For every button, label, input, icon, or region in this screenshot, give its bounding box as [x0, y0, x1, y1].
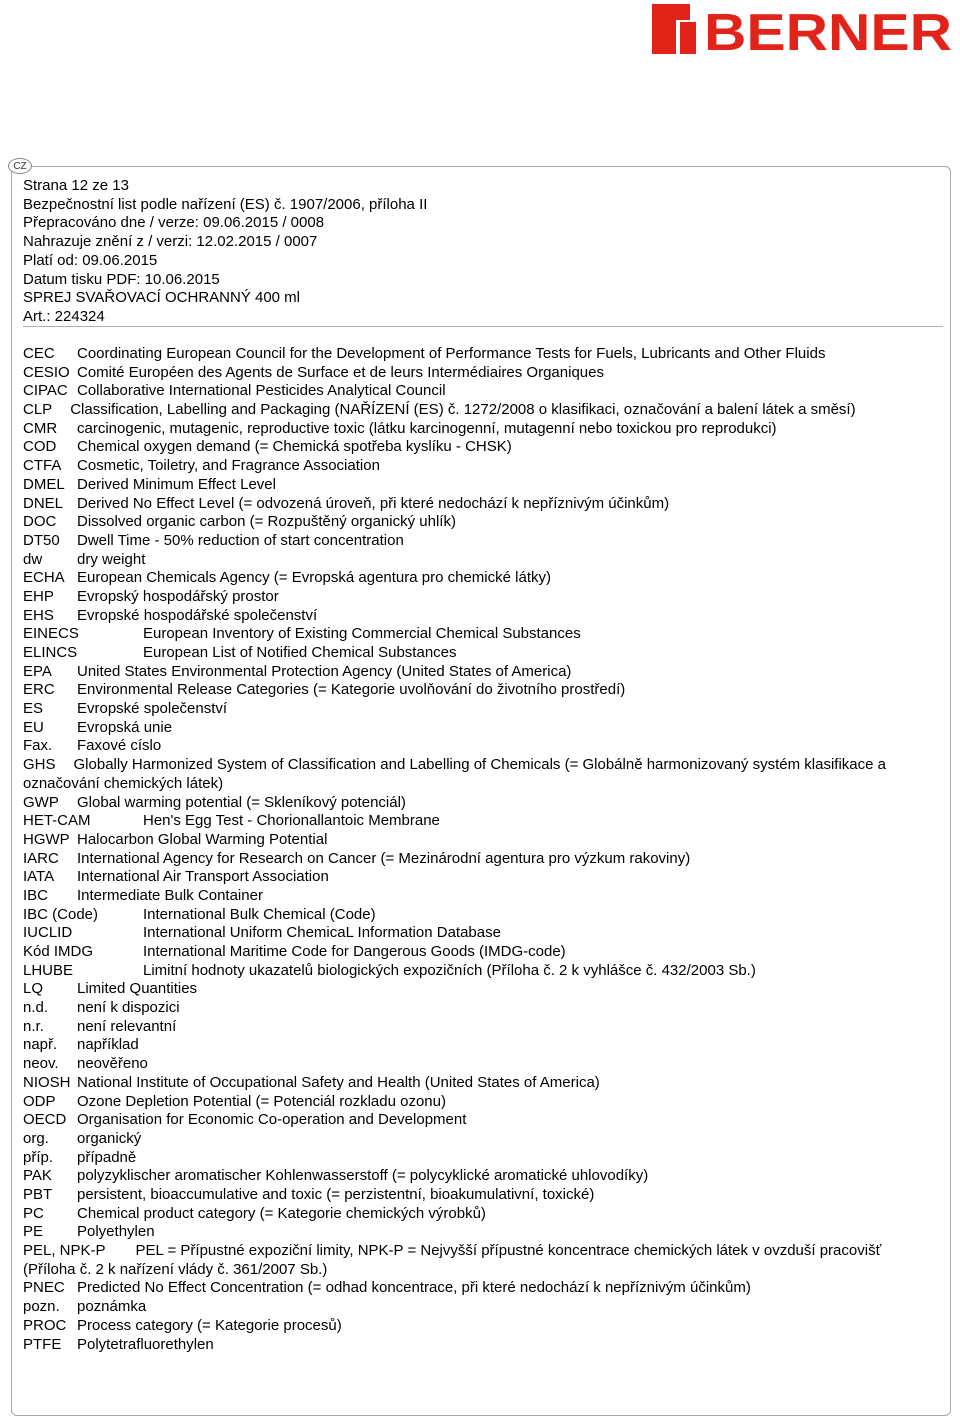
abbreviation-definition: European Inventory of Existing Commercial Chemical Substances — [143, 625, 581, 643]
abbreviation-definition: případně — [77, 1148, 137, 1166]
list-item — [23, 382, 928, 401]
header-divider — [23, 326, 943, 327]
list-item — [23, 887, 928, 906]
list-item — [23, 401, 928, 420]
header-line: SPREJ SVAŘOVACÍ OCHRANNÝ 400 ml — [23, 289, 301, 307]
abbreviation-definition: Limited Quantities — [77, 980, 198, 998]
abbreviation-term: IUCLID — [23, 924, 73, 942]
abbreviation-definition: Polyethylen — [77, 1223, 155, 1241]
list-item — [23, 588, 928, 607]
list-item — [23, 663, 928, 682]
header-line: Přepracováno dne / verze: 09.06.2015 / 0008 — [23, 214, 325, 232]
abbreviation-definition: Dissolved organic carbon (= Rozpuštěný organický uhlík) — [77, 513, 456, 531]
abbreviation-term: ERC — [23, 681, 55, 699]
abbreviation-definition: persistent, bioaccumulative and toxic (= perzistentní, bioakumulativní, toxické) — [77, 1185, 595, 1203]
list-item — [23, 438, 928, 457]
header-line: Bezpečnostní list podle nařízení (ES) č. 1907/2006, příloha II — [23, 195, 428, 213]
abbreviation-term: DMEL — [23, 475, 65, 493]
list-item — [23, 1317, 928, 1336]
abbreviation-definition: Faxové císlo — [77, 737, 162, 755]
list-item — [23, 420, 928, 439]
abbreviation-term: PNEC — [23, 1279, 65, 1297]
abbreviation-term: příp. — [23, 1148, 54, 1166]
abbreviation-term: PE — [23, 1223, 44, 1241]
list-item — [23, 962, 928, 981]
abbreviation-definition: International Agency for Research on Cancer (= Mezinárodní agentura pro výzkum rakoviny) — [77, 849, 691, 867]
list-item — [23, 1223, 928, 1242]
list-item — [23, 756, 928, 793]
list-item — [23, 1055, 928, 1074]
abbreviation-definition: Environmental Release Categories (= Kategorie uvolňování do životního prostředí) — [77, 681, 626, 699]
abbreviation-definition: Ozone Depletion Potential (= Potenciál rozkladu ozonu) — [77, 1092, 446, 1110]
abbreviation-definition: Global warming potential (= Skleníkový potenciál) — [77, 793, 406, 811]
abbreviation-term: EHP — [23, 587, 54, 605]
abbreviation-definition: Globally Harmonized System of Classification and Labelling of Chemicals (= Globálně harmonizovaný systém klasifikace a označování chemických látek) — [23, 756, 886, 792]
abbreviation-term: PROC — [23, 1316, 67, 1334]
abbreviation-term: LHUBE — [23, 961, 74, 979]
abbreviation-definition: Dwell Time - 50% reduction of start concentration — [77, 531, 404, 549]
abbreviation-definition: Limitní hodnoty ukazatelů biologických expozičních (Příloha č. 2 k vyhlášce č. 432/2003 Sb.) — [143, 961, 756, 979]
abbreviation-term: LQ — [23, 980, 44, 998]
document-header — [23, 177, 427, 327]
list-item — [23, 457, 928, 476]
abbreviation-term: NIOSH — [23, 1073, 71, 1091]
list-item — [23, 607, 928, 626]
list-item — [23, 980, 928, 999]
abbreviation-definition: Process category (= Kategorie procesů) — [77, 1316, 342, 1334]
abbreviation-term: IARC — [23, 849, 59, 867]
abbreviation-definition: například — [77, 1036, 139, 1054]
list-item — [23, 868, 928, 887]
abbreviation-definition: Coordinating European Council for the Development of Performance Tests for Fuels, Lubricants and Other Fluids — [77, 345, 826, 362]
abbreviation-definition: United States Environmental Protection Agency (United States of America) — [77, 662, 572, 680]
abbreviation-term: Fax. — [23, 737, 53, 755]
abbreviation-definition: Polytetrafluorethylen — [77, 1335, 214, 1353]
abbreviation-term: org. — [23, 1129, 49, 1147]
abbreviation-term: ELINCS — [23, 644, 78, 662]
abbreviation-definition: poznámka — [77, 1298, 147, 1316]
abbreviation-term: PTFE — [23, 1335, 62, 1353]
abbreviations-list — [23, 345, 928, 1354]
abbreviation-term: PEL, NPK-P — [23, 1242, 106, 1260]
abbreviation-term: CEC — [23, 345, 55, 362]
abbreviation-term: dw — [23, 550, 43, 568]
abbreviation-term: HET-CAM — [23, 812, 91, 830]
header-line: Nahrazuje znění z / verzi: 12.02.2015 / 0007 — [23, 233, 318, 251]
list-item — [23, 345, 928, 364]
abbreviation-definition: National Institute of Occupational Safety and Health (United States of America) — [77, 1073, 600, 1091]
list-item — [23, 906, 928, 925]
list-item — [23, 1036, 928, 1055]
list-item — [23, 812, 928, 831]
logo-wordmark: BERNER — [704, 4, 952, 54]
abbreviation-definition: Organisation for Economic Co-operation and Development — [77, 1111, 467, 1129]
list-item — [23, 569, 928, 588]
abbreviation-definition: International Uniform ChemicaL Information Database — [143, 924, 501, 942]
abbreviation-term: GWP — [23, 793, 59, 811]
abbreviation-term: IBC — [23, 886, 49, 904]
list-item — [23, 1074, 928, 1093]
header-line: Strana 12 ze 13 — [23, 177, 129, 194]
abbreviation-term: PAK — [23, 1167, 52, 1185]
abbreviation-definition: International Maritime Code for Dangerous Goods (IMDG-code) — [143, 943, 566, 961]
list-item — [23, 1018, 928, 1037]
list-item — [23, 737, 928, 756]
abbreviation-term: PBT — [23, 1185, 53, 1203]
abbreviation-definition: European List of Notified Chemical Substances — [143, 644, 457, 662]
abbreviation-term: HGWP — [23, 830, 70, 848]
abbreviation-definition: Hen's Egg Test - Chorionallantoic Membrane — [143, 812, 440, 830]
abbreviation-term: CTFA — [23, 457, 62, 475]
list-item — [23, 831, 928, 850]
list-item — [23, 1298, 928, 1317]
abbreviation-term: GHS — [23, 756, 56, 774]
abbreviation-term: ODP — [23, 1092, 56, 1110]
abbreviation-term: EPA — [23, 662, 52, 680]
list-item — [23, 513, 928, 532]
abbreviation-definition: Derived Minimum Effect Level — [77, 475, 276, 493]
abbreviation-definition: Predicted No Effect Concentration (= odhad koncentrace, při které nedochází k nepříznivým účinkům) — [77, 1279, 751, 1297]
abbreviation-definition: PEL = Přípustné expoziční limity, NPK-P = Nejvyšší přípustné koncentrace chemických látek v ovzduší pracovišť (Příloha č. 2 k nařízení vlády č. 361/2007 Sb.) — [23, 1242, 882, 1278]
list-item — [23, 681, 928, 700]
header-line: Datum tisku PDF: 10.06.2015 — [23, 270, 220, 288]
abbreviation-term: CESIO — [23, 363, 70, 381]
list-item — [23, 1130, 928, 1149]
list-item — [23, 1111, 928, 1130]
abbreviation-definition: organický — [77, 1129, 142, 1147]
abbreviation-term: CLP — [23, 401, 53, 419]
list-item — [23, 924, 928, 943]
abbreviation-term: EU — [23, 718, 44, 736]
list-item — [23, 1336, 928, 1355]
abbreviation-definition: není k dispozici — [77, 999, 180, 1017]
abbreviation-definition: Comité Européen des Agents de Surface et de leurs Intermédiaires Organiques — [77, 363, 604, 381]
abbreviation-term: IBC (Code) — [23, 905, 99, 923]
abbreviation-term: pozn. — [23, 1298, 60, 1316]
abbreviation-term: CMR — [23, 419, 58, 437]
abbreviation-definition: carcinogenic, mutagenic, reproductive toxic (látku karcinogenní, mutagenní nebo toxickou pro reprodukci) — [77, 419, 777, 437]
abbreviation-term: n.d. — [23, 999, 49, 1017]
abbreviation-term: DT50 — [23, 531, 60, 549]
abbreviation-definition: Chemical product category (= Kategorie chemických výrobků) — [77, 1204, 486, 1222]
abbreviation-term: CIPAC — [23, 382, 68, 400]
abbreviation-term: ECHA — [23, 569, 65, 587]
abbreviation-term: COD — [23, 438, 57, 456]
abbreviation-definition: není relevantní — [77, 1017, 177, 1035]
list-item — [23, 943, 928, 962]
abbreviation-term: IATA — [23, 868, 55, 886]
list-item — [23, 476, 928, 495]
abbreviation-term: DNEL — [23, 494, 64, 512]
abbreviation-definition: International Air Transport Association — [77, 868, 329, 886]
list-item — [23, 644, 928, 663]
abbreviation-term: EHS — [23, 606, 54, 624]
list-item — [23, 1186, 928, 1205]
list-item — [23, 1149, 928, 1168]
abbreviation-definition: Evropské hospodářské společenství — [77, 606, 318, 624]
abbreviation-term: n.r. — [23, 1017, 44, 1035]
abbreviation-term: OECD — [23, 1111, 67, 1129]
list-item — [23, 1167, 928, 1186]
abbreviation-term: EINECS — [23, 625, 79, 643]
abbreviation-definition: European Chemicals Agency (= Evropská agentura pro chemické látky) — [77, 569, 551, 587]
list-item — [23, 719, 928, 738]
list-item — [23, 1093, 928, 1112]
abbreviation-term: Kód IMDG — [23, 943, 94, 961]
abbreviation-definition: Chemical oxygen demand (= Chemická spotřeba kyslíku - CHSK) — [77, 438, 512, 456]
abbreviation-definition: Derived No Effect Level (= odvozená úroveň, při které nedochází k nepříznivým účinkům) — [77, 494, 670, 512]
berner-logo — [652, 4, 954, 54]
abbreviation-definition: Halocarbon Global Warming Potential — [77, 830, 328, 848]
list-item — [23, 495, 928, 514]
list-item — [23, 1242, 928, 1279]
header-line: Platí od: 09.06.2015 — [23, 251, 158, 269]
abbreviation-definition: dry weight — [77, 550, 146, 568]
header-line: Art.: 224324 — [23, 307, 105, 325]
list-item — [23, 1279, 928, 1298]
abbreviation-definition: polyzyklischer aromatischer Kohlenwasserstoff (= polycyklické aromatické uhlovodíky) — [77, 1167, 649, 1185]
abbreviation-term: PC — [23, 1204, 44, 1222]
logo-mark-right — [680, 22, 696, 54]
abbreviation-definition: Intermediate Bulk Container — [77, 886, 263, 904]
list-item — [23, 999, 928, 1018]
list-item — [23, 794, 928, 813]
abbreviation-definition: Evropská unie — [77, 718, 173, 736]
abbreviation-term: ES — [23, 700, 44, 718]
list-item — [23, 625, 928, 644]
abbreviation-definition: Classification, Labelling and Packaging (NAŘÍZENÍ (ES) č. 1272/2008 o klasifikaci, označování a balení látek a směsí) — [70, 401, 856, 419]
abbreviation-definition: International Bulk Chemical (Code) — [143, 905, 376, 923]
list-item — [23, 532, 928, 551]
abbreviation-definition: Evropské společenství — [77, 700, 228, 718]
list-item — [23, 551, 928, 570]
abbreviation-definition: neověřeno — [77, 1055, 148, 1073]
abbreviation-term: DOC — [23, 513, 57, 531]
list-item — [23, 1205, 928, 1224]
list-item — [23, 364, 928, 383]
country-badge: CZ — [8, 158, 32, 174]
abbreviation-definition: Cosmetic, Toiletry, and Fragrance Association — [77, 457, 380, 475]
list-item — [23, 850, 928, 869]
abbreviation-term: neov. — [23, 1055, 59, 1073]
abbreviation-definition: Collaborative International Pesticides Analytical Council — [77, 382, 446, 400]
abbreviation-term: např. — [23, 1036, 58, 1054]
list-item — [23, 700, 928, 719]
abbreviation-definition: Evropský hospodářský prostor — [77, 587, 279, 605]
